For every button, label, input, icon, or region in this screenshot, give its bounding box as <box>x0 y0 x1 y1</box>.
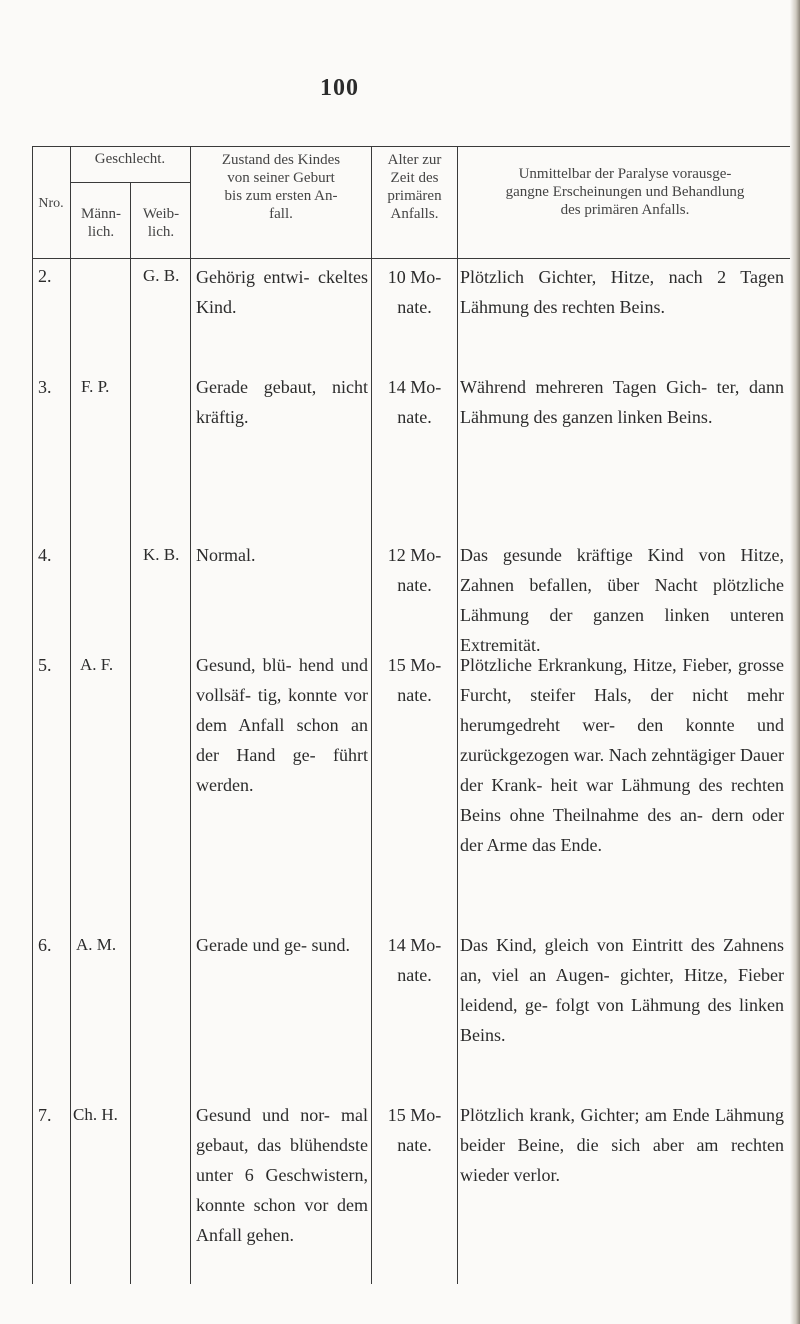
row-erscheinungen: Plötzlich Gichter, Hitze, nach 2 Tagen Lähmung des rechten Beins. <box>460 267 784 317</box>
left-border <box>32 146 33 876</box>
header-erscheinungen: Unmittelbar der Paralyse vorausge- gangne Erscheinungen und Behandlung des primären Anfalls. <box>505 166 745 218</box>
row-nro: 2. <box>38 266 52 286</box>
header-geschlecht: Geschlecht. <box>94 151 166 167</box>
col-divider-2-lower <box>130 876 131 1284</box>
row-nro: 5. <box>38 655 52 675</box>
page-number: 100 <box>320 75 359 101</box>
header-alter: Alter zur Zeit des primären Anfalls. <box>387 152 442 222</box>
row-nro: 6. <box>38 935 52 955</box>
header-bottom-rule <box>32 258 792 259</box>
row-zustand: Gesund und nor- mal gebaut, das blühendste unter 6 Geschwistern, konnte schon vor dem Anfall gehen. <box>196 1105 368 1245</box>
row-alter: 10 Mo- nate. <box>387 267 442 317</box>
col-divider-3 <box>190 146 191 876</box>
row-female-initials: K. B. <box>143 545 180 564</box>
row-zustand: Normal. <box>196 545 256 565</box>
row-erscheinungen: Das Kind, gleich von Eintritt des Zahnens an, viel an Augen- gichter, Hitze, Fieber leidend, ge- folgt von Lähmung des linken Beins. <box>460 935 784 1045</box>
row-zustand: Gerade gebaut, nicht kräftig. <box>196 377 368 427</box>
row-alter: 14 Mo- nate. <box>387 935 442 985</box>
col-divider-5 <box>457 146 458 876</box>
row-male-initials: Ch. H. <box>73 1105 118 1124</box>
header-weiblich: Weib- lich. <box>142 206 180 240</box>
left-border-lower <box>32 876 33 1284</box>
header-maennlich: Männ- lich. <box>81 206 121 240</box>
row-nro: 3. <box>38 377 52 397</box>
row-erscheinungen: Während mehreren Tagen Gich- ter, dann Lähmung des ganzen linken Beins. <box>460 377 784 427</box>
row-alter: 12 Mo- nate. <box>387 545 442 595</box>
col-divider-1 <box>70 146 71 876</box>
row-male-initials: A. F. <box>80 655 114 674</box>
row-erscheinungen: Plötzlich krank, Gichter; am Ende Lähmung beider Beine, die sich aber am rechten wieder verlor. <box>460 1105 784 1185</box>
header-nro: Nro. <box>38 196 64 211</box>
col-divider-4 <box>371 146 372 876</box>
row-zustand: Gesund, blü- hend und vollsäf- tig, konnte vor dem Anfall schon an der Hand ge- führt werden. <box>196 655 368 795</box>
row-female-initials: G. B. <box>143 266 180 285</box>
row-male-initials: A. M. <box>76 935 117 954</box>
page-edge-shadow <box>790 0 800 1324</box>
row-alter: 14 Mo- nate. <box>387 377 442 427</box>
col-divider-4-lower <box>371 876 372 1284</box>
row-alter: 15 Mo- nate. <box>387 655 442 705</box>
row-male-initials: F. P. <box>81 377 110 396</box>
col-divider-3-lower <box>190 876 191 1284</box>
row-zustand: Gehörig entwi- ckeltes Kind. <box>196 267 368 317</box>
header-zustand: Zustand des Kindes von seiner Geburt bis zum ersten An- fall. <box>221 152 341 222</box>
row-erscheinungen: Das gesunde kräftige Kind von Hitze, Zahnen befallen, über Nacht plötzliche Lähmung der ganzen linken unteren Extremität. <box>460 545 784 655</box>
col-divider-2 <box>130 182 131 876</box>
row-zustand: Gerade und ge- sund. <box>196 935 350 955</box>
row-erscheinungen: Plötzliche Erkrankung, Hitze, Fieber, grosse Furcht, steifer Hals, der nicht mehr herumgedreht wer- den konnte und zurückgezogen war. Nach zehntägiger Dauer der Krank- heit war Lähmung des rechten Beins ohne Theilnahme des an- dern oder der Arme das Ende. <box>460 655 784 855</box>
col-divider-5-lower <box>457 876 458 1284</box>
row-nro: 7. <box>38 1105 52 1125</box>
table-top-rule <box>32 146 792 147</box>
row-alter: 15 Mo- nate. <box>387 1105 442 1155</box>
col-divider-1-lower <box>70 876 71 1284</box>
row-nro: 4. <box>38 545 52 565</box>
